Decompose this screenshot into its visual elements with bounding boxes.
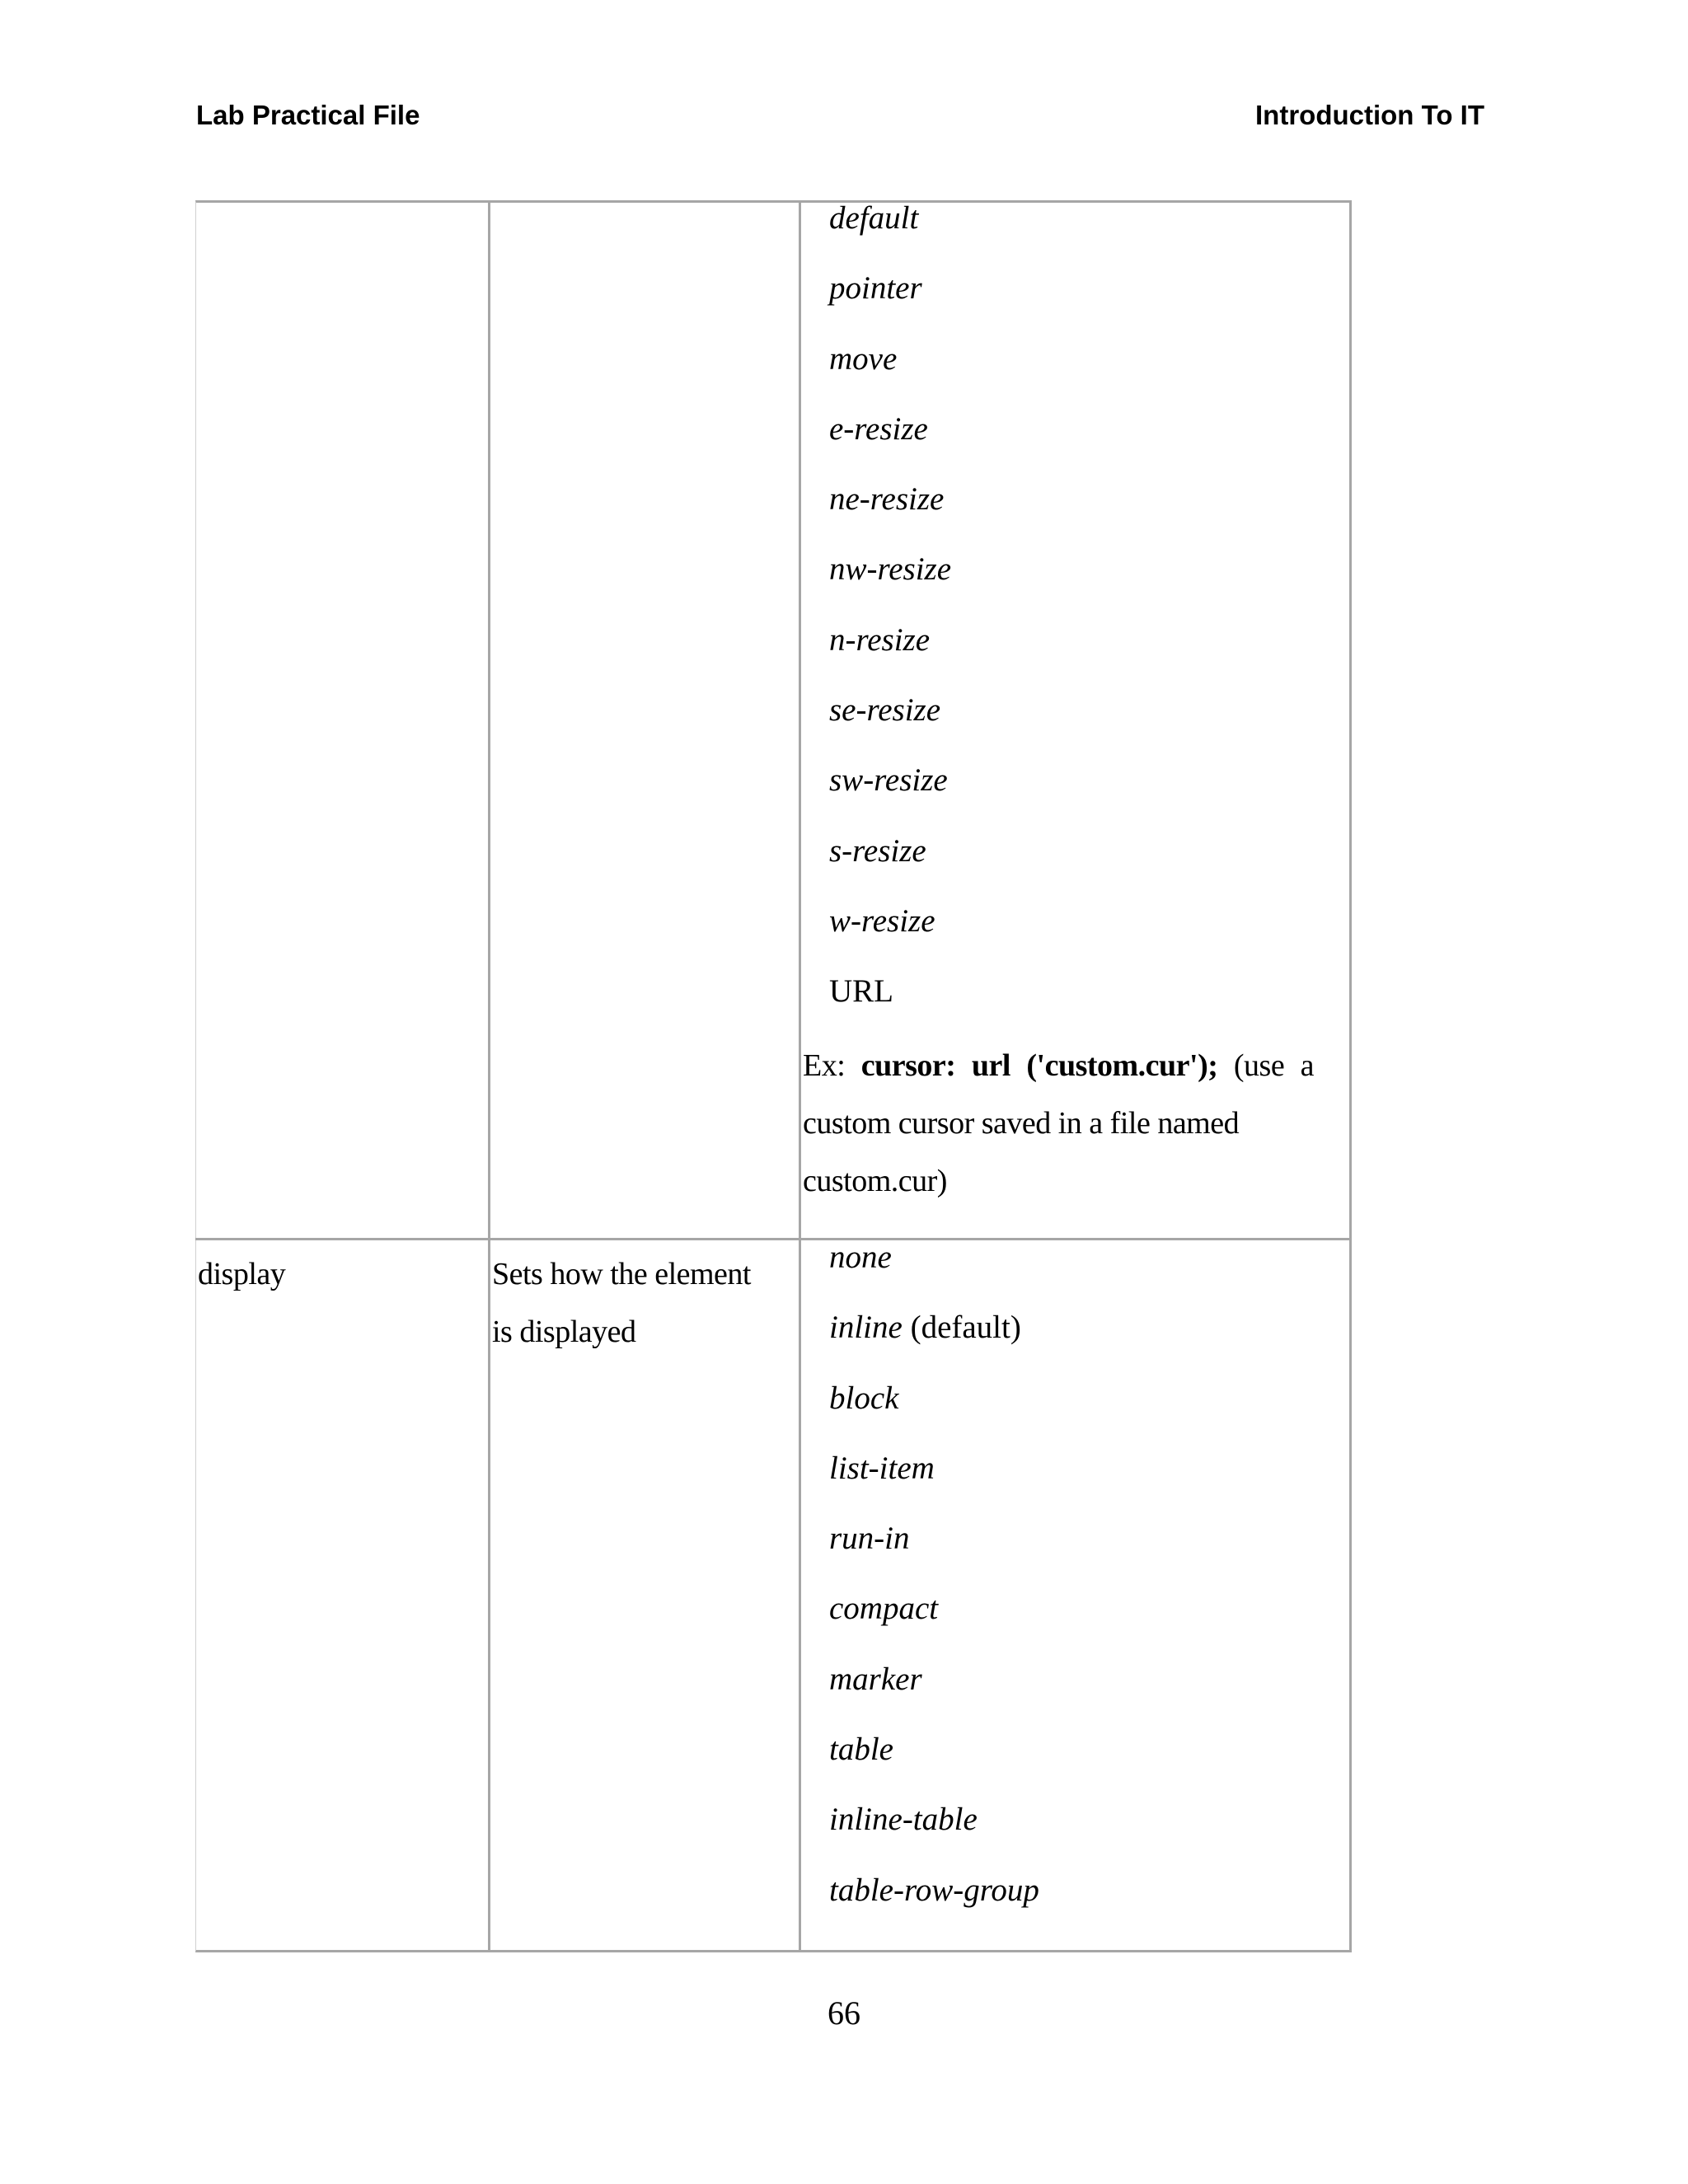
list-item: compact — [829, 1591, 939, 1627]
list-item: nw-resize — [829, 551, 952, 588]
example-note: (use a — [1233, 1048, 1314, 1083]
example-line-2: custom cursor saved in a file named — [803, 1106, 1240, 1141]
list-item: move — [829, 340, 898, 377]
example-line-3: custom.cur) — [803, 1164, 947, 1198]
example-code: cursor: url ('custom.cur'); — [860, 1048, 1218, 1083]
list-item: table — [829, 1732, 893, 1768]
list-item: marker — [829, 1661, 922, 1697]
column-divider — [488, 200, 490, 1952]
list-item: run-in — [829, 1521, 910, 1557]
display-values-list — [829, 1240, 1039, 1943]
list-item: w-resize — [829, 902, 935, 939]
list-item — [829, 1310, 1039, 1380]
list-item: inline-table — [829, 1802, 978, 1838]
list-item: list-item — [829, 1450, 935, 1486]
header-title-right: Introduction To IT — [1255, 100, 1484, 130]
list-item: e-resize — [829, 410, 928, 447]
property-description-line-1: Sets how the element — [492, 1257, 751, 1291]
list-item: s-resize — [829, 832, 926, 869]
list-item: ne-resize — [829, 481, 945, 518]
property-name: display — [198, 1257, 286, 1291]
list-item: pointer — [829, 270, 922, 307]
example-line-1 — [803, 1037, 1314, 1094]
list-item: n-resize — [829, 621, 931, 658]
page-number: 66 — [828, 1994, 860, 2032]
property-description-line-2: is displayed — [492, 1315, 636, 1349]
row-divider — [195, 1238, 1352, 1240]
cursor-values-list — [829, 201, 951, 1045]
list-item-value: inline — [829, 1310, 903, 1346]
list-item: block — [829, 1380, 899, 1416]
list-item: sw-resize — [829, 762, 948, 799]
column-divider — [799, 200, 801, 1952]
example-prefix: Ex: — [803, 1048, 846, 1083]
list-item: se-resize — [829, 692, 941, 729]
list-item: table-row-group — [829, 1872, 1039, 1908]
header-title-left: Lab Practical File — [196, 100, 420, 130]
cursor-example — [803, 1037, 1314, 1210]
list-item — [829, 974, 951, 1044]
url-value: URL — [829, 973, 893, 1010]
list-item: default — [829, 200, 919, 236]
list-item: none — [829, 1240, 892, 1275]
default-note: (default) — [910, 1310, 1021, 1346]
